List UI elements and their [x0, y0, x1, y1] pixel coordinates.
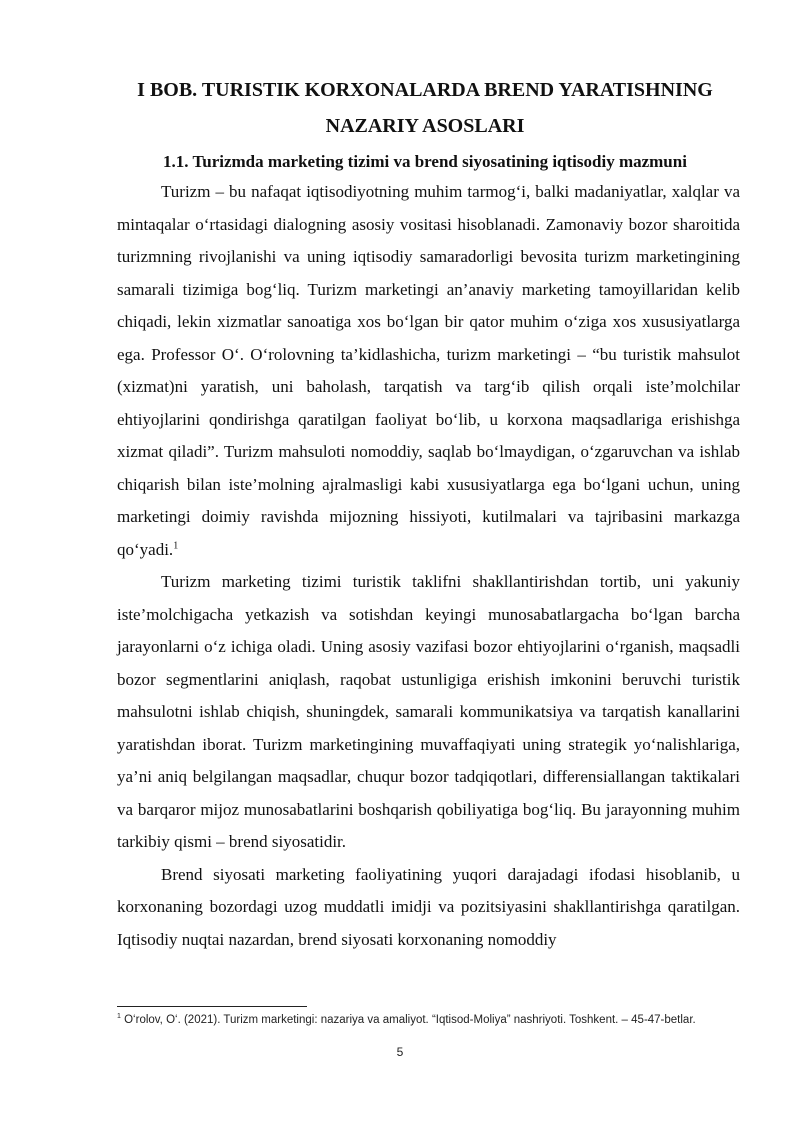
chapter-title-line-1: I BOB. TURISTIK KORXONALARDA BREND YARATISHNING — [137, 79, 713, 101]
footnote-number: 1 — [117, 1013, 121, 1021]
body-text — [117, 176, 740, 956]
chapter-title-line-2: NAZARIY ASOSLARI — [325, 115, 525, 137]
paragraph-1-text: Turizm – bu nafaqat iqtisodiyotning muhim tarmog‘i, balki madaniyatlar, xalqlar va mintaqalar o‘rtasidagi dialogning asosiy vositasi hisoblanadi. Zamonaviy bozor sharoitida turizmning rivojlanishi va uning iqtisodiy samaradorligi bevosita turizm marketingining samarali tizimiga bog‘liq. Turizm marketingi an’anaviy marketing tamoyillaridan kelib chiqadi, lekin xizmatlar sanoatiga xos bo‘lgan bir qator muhim o‘ziga xos xususiyatlarga ega. Professor O‘. O‘rolovning ta’kidlashicha, turizm marketingi – “bu turistik mahsulot (xizmat)ni yaratish, uni baholash, tarqatish va targ‘ib qilish orqali iste’molchilar ehtiyojlarini qondirishga qaratilgan faoliyat bo‘lib, u korxona maqsadlariga erishishga xizmat qiladi”. Turizm mahsuloti nomoddiy, saqlab bo‘lmaydigan, o‘zgaruvchan va ishlab chiqarish bilan iste’molning ajralmasligi kabi xususiyatlarga ega bo‘lgani uchun, uning marketingi doimiy ravishda mijozning hissiyoti, kutilmalari va tajribasini markazga qo‘yadi. — [117, 182, 740, 559]
paragraph-3: Brend siyosati marketing faoliyatining yuqori darajadagi ifodasi hisoblanib, u korxonaning bozordagi uzog muddatli imidji va pozitsiyasini shakllantirishga qaratilgan. Iqtisodiy nuqtai nazardan, brend siyosati korxonaning nomoddiy — [117, 864, 740, 949]
footnote-divider — [117, 1006, 307, 1007]
section-title: 1.1. Turizmda marketing tizimi va brend siyosatining iqtisodiy mazmuni — [163, 152, 687, 171]
footnote-reference[interactable]: 1 — [173, 539, 179, 551]
paragraph-2: Turizm marketing tizimi turistik taklifni shakllantirishdan tortib, uni yakuniy iste’molchigacha yetkazish va sotishdan keyingi munosabatlargacha bo‘lgan barcha jarayonlarni o‘z ichiga oladi. Uning asosiy vazifasi bozor ehtiyojlarini o‘rganish, maqsadli bozor segmentlarini aniqlash, raqobat ustunligiga erishish imkonini beruvchi turistik mahsulotni ishlab chiqish, shuningdek, samarali kommunikatsiya va tarqatish kanallarini yaratishdan iborat. Turizm marketingining muvaffaqiyati uning strategik yo‘nalishlariga, ya’ni aniq belgilangan maqsadlar, chuqur bozor tadqiqotlari, differensiallangan taktikalari va barqaror mijoz munosabatlarini boshqarish qobiliyatiga bog‘liq. Bu jarayonning muhim tarkibiy qismi – brend siyosatidir. — [117, 572, 740, 851]
paragraph-1 — [117, 176, 740, 566]
footnote — [117, 1012, 727, 1028]
page-number: 5 — [396, 1045, 404, 1059]
chapter-title — [110, 72, 740, 144]
footnote-text: O‘rolov, O‘. (2021). Turizm marketingi: nazariya va amaliyot. “Iqtisod-Moliya” nashriyoti. Toshkent. – 45-47-betlar. — [124, 1014, 696, 1026]
